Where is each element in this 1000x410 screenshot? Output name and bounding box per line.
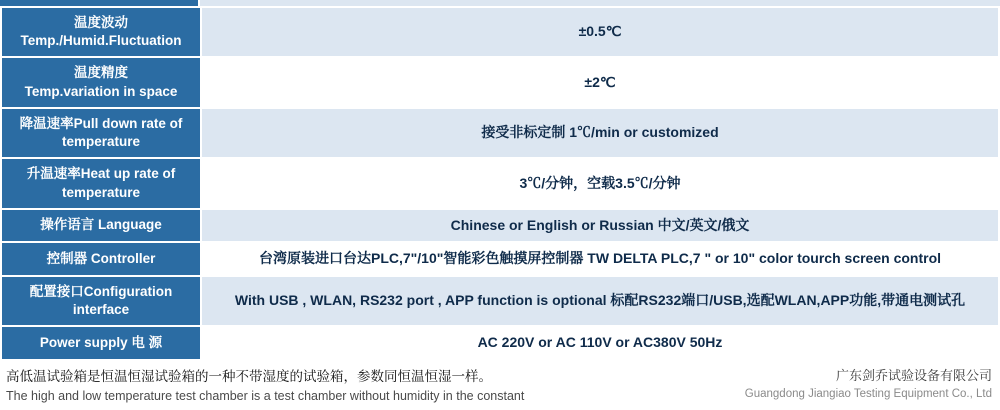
specifications-table [0, 6, 1000, 361]
row-label-en: temperature [61, 134, 141, 150]
row-label-cell [1, 108, 201, 158]
row-label-cn: 温度精度 [74, 65, 128, 81]
row-value-cell: AC 220V or AC 110V or AC380V 50Hz [201, 326, 999, 360]
row-label-cn: Power supply 电 源 [39, 335, 163, 351]
table-row [1, 108, 999, 158]
footer [0, 361, 1000, 405]
row-value-cell: 接受非标定制 1℃/min or customized [201, 108, 999, 158]
table-row [1, 242, 999, 276]
row-label-cell [1, 276, 201, 326]
row-label-cell [1, 326, 201, 360]
row-value-cell: 3℃/分钟，空载3.5℃/分钟 [201, 158, 999, 208]
row-label-cn: 操作语言 Language [40, 217, 162, 233]
row-value-cell: With USB , WLAN, RS232 port , APP function is optional 标配RS232端口/USB,选配WLAN,APP功能,带通电测试孔 [201, 276, 999, 326]
row-value-cell: Chinese or English or Russian 中文/英文/俄文 [201, 209, 999, 243]
table-row [1, 158, 999, 208]
table-row [1, 326, 999, 360]
row-label-cn: 温度波动 [74, 15, 128, 30]
row-label-cn: 降温速率Pull down rate of [19, 115, 183, 131]
row-label-en: Temp.variation in space [24, 83, 178, 99]
row-label-cell [1, 158, 201, 208]
row-label-cell [1, 57, 201, 107]
footer-description-en: The high and low temperature test chamber is a test chamber without humidity in the constant [6, 388, 525, 403]
row-label-cell [1, 7, 201, 57]
company-name-en: Guangdong Jiangiao Testing Equipment Co., Ltd [744, 387, 992, 400]
row-label-cell [1, 209, 201, 243]
row-label-cn: 升温速率Heat up rate of [26, 166, 176, 182]
previous-row-label-cell [0, 0, 200, 6]
row-value-cell: ±0.5℃ [201, 7, 999, 57]
table-row [1, 209, 999, 243]
row-label-en: Temp./Humid.Fluctuation [20, 33, 182, 49]
row-label-cell [1, 242, 201, 276]
previous-row-strip [0, 0, 1000, 6]
company-name [745, 367, 992, 403]
row-value-cell: 台湾原装进口台达PLC,7"/10"智能彩色触摸屏控制器 TW DELTA PLC,7 " or 10" color tourch screen control [201, 242, 999, 276]
footer-description [6, 367, 524, 405]
row-label-en: temperature [61, 184, 141, 200]
row-label-en: interface [72, 302, 130, 318]
row-label-cn: 控制器 Controller [46, 251, 156, 267]
table-row [1, 276, 999, 326]
table-row [1, 57, 999, 107]
table-row [1, 7, 999, 57]
footer-description-cn: 高低温试验箱是恒温恒湿试验箱的一种不带湿度的试验箱，参数同恒温恒湿一样。 [6, 368, 492, 384]
company-name-cn: 广东剑乔试验设备有限公司 [835, 367, 992, 383]
row-value-cell: ±2℃ [201, 57, 999, 107]
previous-row-value-cell [200, 0, 1000, 6]
row-label-cn: 配置接口Configuration [29, 283, 173, 299]
